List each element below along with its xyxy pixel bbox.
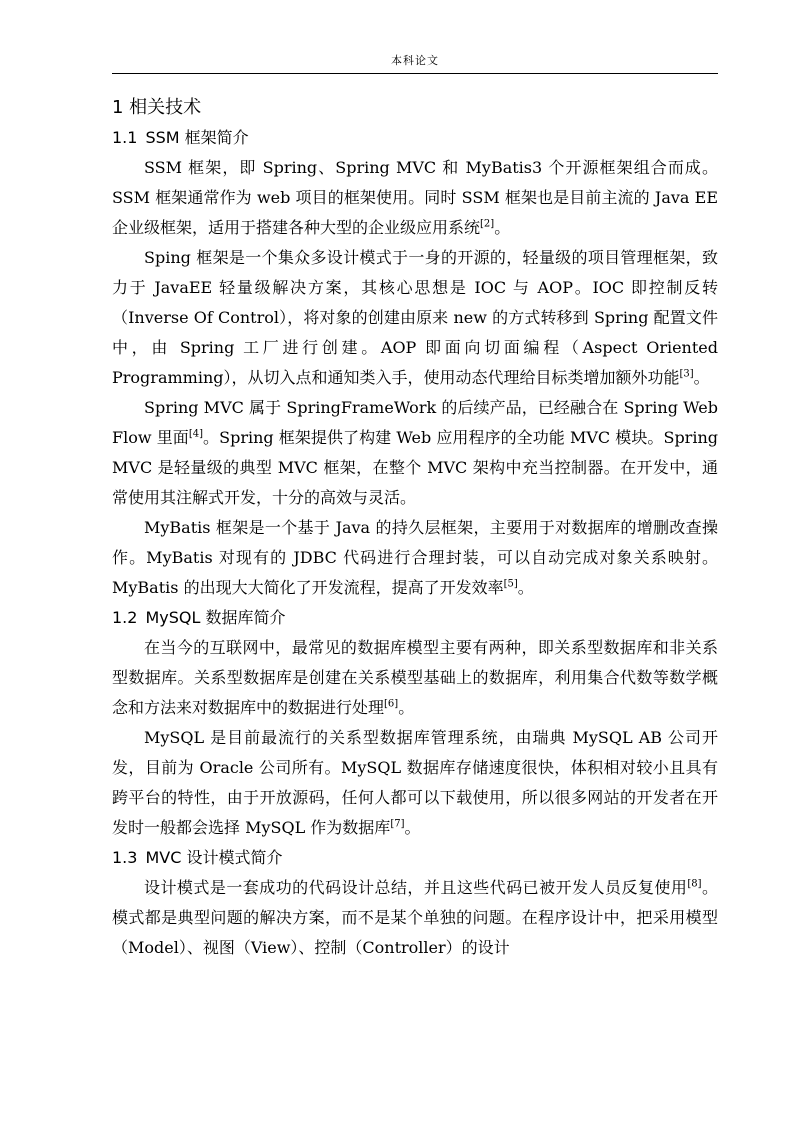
citation-ref: [2] [480,218,495,230]
section-heading-1-2 [112,603,718,633]
section-title: SSM 框架简介 [145,128,249,147]
citation-ref: [4] [188,428,203,440]
paragraph [112,513,718,603]
paragraph-tail: 。 [404,818,421,837]
paragraph [112,723,718,843]
paragraph [112,873,718,963]
paragraph-text: SSM 框架，即 Spring、Spring MVC 和 MyBatis3 个开源框架组合而成。SSM 框架通常作为 web 项目的框架使用。同时 SSM 框架也是目前主流的 Java EE 企业级框架，适用于搭建各种大型的企业级应用系统 [112,158,718,237]
paragraph-text: MySQL 是目前最流行的关系型数据库管理系统，由瑞典 MySQL AB 公司开发，目前为 Oracle 公司所有。MySQL 数据库存储速度很快，体积相对较小且具有跨平台的特性，由于开放源码，任何人都可以下载使用，所以很多网站的开发者在开发时一般都会选择 MySQL 作为数据库 [112,728,718,837]
paragraph [112,243,718,393]
section-heading-1-1 [112,123,718,153]
paragraph-text: 设计模式是一套成功的代码设计总结，并且这些代码已被开发人员反复使用 [144,878,688,897]
chapter-title: 1 相关技术 [112,97,202,118]
citation-ref: [7] [390,818,405,830]
citation-ref: [8] [687,878,702,890]
paragraph-text: Sping 框架是一个集众多设计模式于一身的开源的，轻量级的项目管理框架，致力于 JavaEE 轻量级解决方案，其核心思想是 IOC 与 AOP。IOC 即控制反转（Inverse Of Control），将对象的创建由原来 new 的方式转移到 Spring 配置文件中，由 Spring 工厂进行创建。AOP 即面向切面编程（Aspect Oriented Programming），从切入点和通知类入手，使用动态代理给目标类增加额外功能 [112,248,718,387]
paragraph [112,633,718,723]
section-number: 1.3 [112,848,138,867]
page-content [112,93,718,963]
section-title: MySQL 数据库简介 [145,608,286,627]
paragraph-tail: 。 [398,698,415,717]
paragraph [112,153,718,243]
paragraph-tail: 。 [517,578,534,597]
paragraph [112,393,718,513]
paragraph-text: Spring MVC 属于 SpringFrameWork 的后续产品，已经融合在 Spring Web Flow 里面 [112,398,718,447]
paragraph-text: MyBatis 框架是一个基于 Java 的持久层框架，主要用于对数据库的增删改查操作。MyBatis 对现有的 JDBC 代码进行合理封装，可以自动完成对象关系映射。MyBatis 的出现大大简化了开发流程，提高了开发效率 [112,518,718,597]
paragraph-tail: 。Spring 框架提供了构建 Web 应用程序的全功能 MVC 模块。Spring MVC 是轻量级的典型 MVC 框架，在整个 MVC 架构中充当控制器。在开发中，通常使用其注解式开发，十分的高效与灵活。 [112,428,718,507]
citation-ref: [5] [503,578,518,590]
paragraph-tail: 。 [494,218,511,237]
section-title: MVC 设计模式简介 [145,848,283,867]
running-header: 本科论文 [391,54,439,67]
citation-ref: [6] [384,698,399,710]
paragraph-tail: 。模式都是典型问题的解决方案，而不是某个单独的问题。在程序设计中，把采用模型（Model）、视图（View）、控制（Controller）的设计 [112,878,718,957]
paragraph-tail: 。 [693,368,710,387]
header-rule [112,73,718,74]
section-number: 1.1 [112,128,138,147]
citation-ref: [3] [679,368,694,380]
paragraph-text: 在当今的互联网中，最常见的数据库模型主要有两种，即关系型数据库和非关系型数据库。关系型数据库是创建在关系模型基础上的数据库，利用集合代数等数学概念和方法来对数据库中的数据进行处理 [112,638,718,717]
section-heading-1-3 [112,843,718,873]
section-number: 1.2 [112,608,138,627]
